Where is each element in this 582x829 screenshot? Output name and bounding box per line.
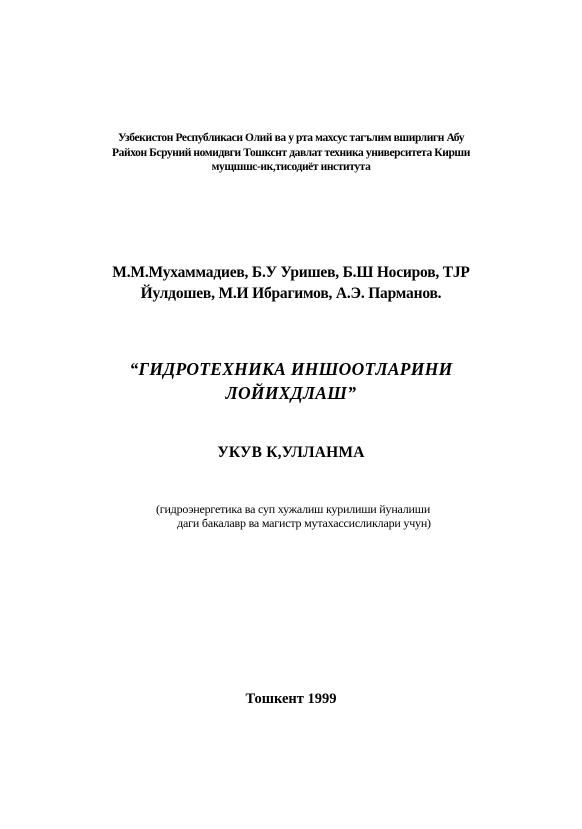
target-audience bbox=[0, 502, 582, 530]
authors-line: М.М.Мухаммадиев, Б.У Уришев, Б.Ш Носиров, ТЈР bbox=[112, 264, 470, 281]
institution-line: Узбекистон Республикаси Олий ва у рта махсус тагълим вширлигн Абу bbox=[117, 132, 465, 144]
document-type bbox=[0, 444, 582, 462]
institution-line: мущшшс-ик,тисодиёт института bbox=[211, 161, 371, 173]
audience-line: даги бакалавр ва магистр мутахассисликлари учун) bbox=[177, 516, 431, 530]
institution-line: Райхон Бсруний номидвги Тошкснт давлат техника университета Кирши bbox=[112, 146, 470, 159]
audience-line: (гидроэнергетика ва суп хужалиш курилиши йуналиши bbox=[155, 502, 431, 516]
title-line: ЛОЙИХДЛАШ” bbox=[225, 383, 357, 403]
institution-heading bbox=[0, 131, 582, 175]
place-year-label: Тошкент 1999 bbox=[245, 691, 337, 707]
place-and-year bbox=[0, 691, 582, 708]
document-title bbox=[0, 357, 582, 405]
authors bbox=[0, 262, 582, 304]
title-line: “ГИДРОТЕХНИКА ИНШООТЛАРИНИ bbox=[129, 359, 453, 379]
document-type-label: УКУВ К,УЛЛАНМА bbox=[217, 444, 365, 461]
authors-line: Йулдошев, М.И Ибрагимов, А.Э. Парманов. bbox=[140, 285, 442, 302]
